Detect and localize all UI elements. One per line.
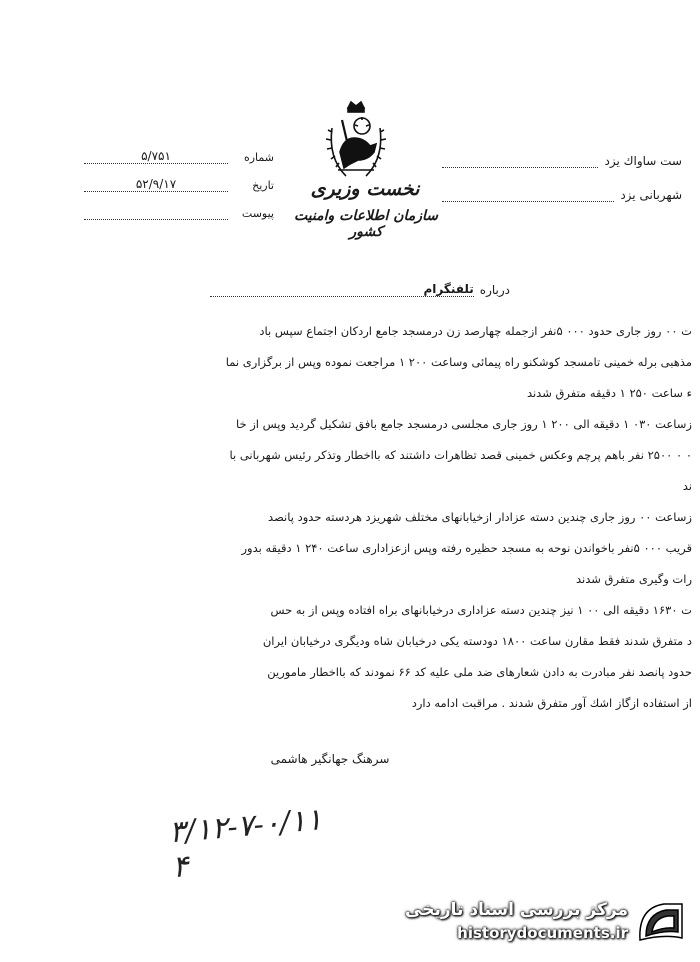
recipient-block [442, 138, 682, 202]
signature: سرهنگ جهانگیر هاشمی [270, 752, 390, 766]
attachment-value [84, 205, 228, 220]
lion-and-sun-emblem-icon [318, 98, 394, 184]
body-line: ت ۱۶۳۰ دقیقه الی ۰۰ ۱ نیز چندین دسته عزاداری درخیابانهای براه افتاده وپس از به حس [270, 603, 692, 617]
archive-logo-icon [634, 898, 688, 948]
number-row [84, 136, 274, 164]
date-value: ۵۲/۹/۱۷ [84, 177, 228, 192]
to-dots [442, 191, 614, 202]
body-line: ت ۰۰ روز جاری حدود ۰۰۰ ۵نفر ازجمله چهارصد زن درمسجد جامع اردكان اجتماع سپس باد [259, 324, 692, 338]
number-value: ۵/۷۵۱ [84, 149, 228, 164]
from-row [442, 138, 682, 168]
body-line: ۰ ۰ ۲۵۰۰ نفر باهم پرچم وعكس خمینی قصد تظاهرات داشتند كه بااخطار وتذكر رئیس شهربانی با [229, 448, 692, 462]
attachment-label: پيوست [241, 207, 274, 220]
handwritten-note: ۳/۱۲-۷-۰/۱۱ ۴ [167, 802, 324, 886]
body-line: از استفاده ازگاز اشك آور متفرق شدند . مراقبت ادامه دارد [411, 696, 692, 710]
watermark-name: مركز بررسی اسناد تاريخی [405, 900, 628, 920]
body-line: مذهبی برله خمینی تامسجد كوشكنو راه پیمائی وساعت ۲۰۰ ۱ مراجعت نموده وپس از برگزاری نما [225, 355, 692, 369]
attachment-row [84, 192, 274, 220]
subject-value: تلفنگرام [210, 282, 474, 297]
watermark [390, 896, 690, 950]
subject-row [210, 282, 510, 297]
letter-body [60, 316, 692, 719]
subject-label: درباره [479, 283, 510, 297]
date-row [84, 164, 274, 192]
body-line: ند [682, 479, 692, 493]
body-line: حدود پانصد نفر مبادرت به دادن شعارهای ضد ملی علیه كد ۶۶ نمودند كه بااخطار مامورین [267, 665, 692, 679]
to-row [442, 168, 682, 202]
organization-title: سازمان اطلاعات وامنيت كشور [293, 208, 439, 240]
body-line: ء ساعت ۲۵۰ ۱ دقیقه متفرق شدند [526, 386, 692, 400]
watermark-url: historydocuments.ir [457, 924, 628, 942]
number-label: شماره [243, 151, 274, 164]
body-line: د متفرق شدند فقط مقارن ساعت ۱۸۰۰ دودسته یكی درخیابان شاه ودیگری درخیابان ایران [262, 634, 692, 648]
body-line: زساعت ۰۰ روز جاری چندین دسته عزادار ازخیابانهای مختلف شهریزد هردسته حدود پانصد [268, 510, 692, 524]
reference-block [84, 136, 274, 220]
body-line: زساعت ۰۳۰ ۱ دقیقه الی ۲۰۰ ۱ روز جاری مجلسی درمسجد جامع بافق تشكیل گردید وپس از خا [235, 417, 692, 431]
body-line: رات وگیری متفرق شدند [575, 572, 692, 586]
to-label: شهربانی يزد [620, 188, 682, 202]
date-label: تاريخ [252, 179, 274, 192]
ministry-title: نخست وزيری [310, 178, 420, 200]
from-dots [442, 157, 598, 168]
body-line: قریب ۰۰۰ ۵نفر باخواندن نوحه به مسجد حظیره رفته وپس ازعزاداری ساعت ۲۴۰ ۱ دقیقه بدور [241, 541, 692, 555]
from-label: ست ساواك يزد [604, 154, 682, 168]
